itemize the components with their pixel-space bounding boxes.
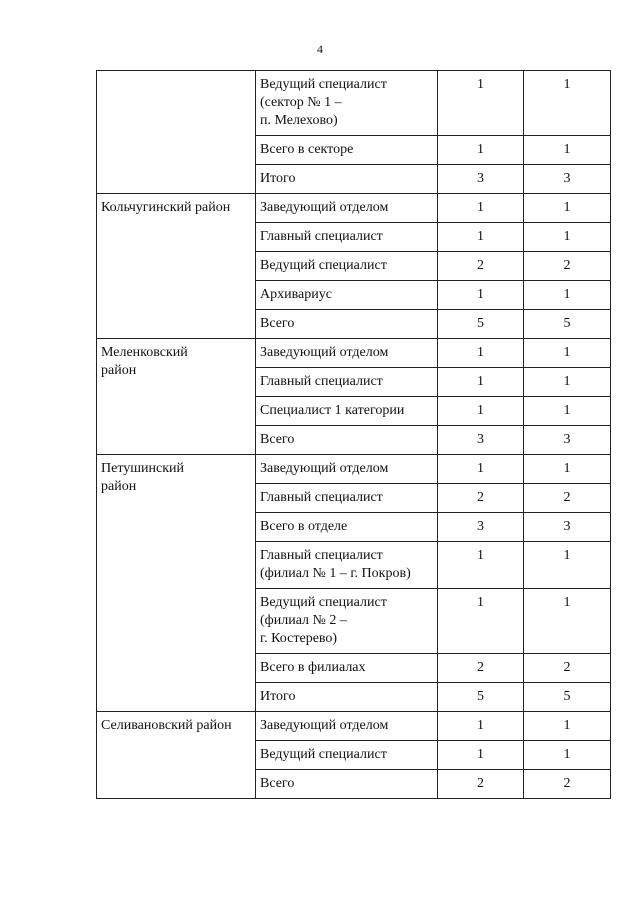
count-cell-col3: 5 bbox=[438, 683, 524, 712]
region-cell: Селивановский район bbox=[97, 712, 256, 799]
count-cell-col3: 3 bbox=[438, 513, 524, 542]
position-cell: Заведующий отделом bbox=[256, 455, 438, 484]
position-cell: Итого bbox=[256, 165, 438, 194]
position-cell: Специалист 1 категории bbox=[256, 397, 438, 426]
region-cell: Меленковский район bbox=[97, 339, 256, 455]
count-cell-col3: 1 bbox=[438, 194, 524, 223]
count-cell-col3: 1 bbox=[438, 136, 524, 165]
count-cell-col4: 1 bbox=[524, 194, 611, 223]
position-cell: Главный специалист bbox=[256, 223, 438, 252]
count-cell-col3: 3 bbox=[438, 426, 524, 455]
count-cell-col4: 1 bbox=[524, 339, 611, 368]
position-cell: Главный специалист bbox=[256, 368, 438, 397]
region-cell: Петушинский район bbox=[97, 455, 256, 712]
position-cell: Ведущий специалист bbox=[256, 252, 438, 281]
table-row bbox=[97, 712, 611, 741]
count-cell-col4: 1 bbox=[524, 741, 611, 770]
position-cell: Всего в отделе bbox=[256, 513, 438, 542]
count-cell-col3: 2 bbox=[438, 484, 524, 513]
count-cell-col3: 1 bbox=[438, 741, 524, 770]
position-cell: Архивариус bbox=[256, 281, 438, 310]
count-cell-col3: 1 bbox=[438, 455, 524, 484]
position-cell: Ведущий специалист (филиал № 2 – г. Костерево) bbox=[256, 589, 438, 654]
count-cell-col3: 1 bbox=[438, 712, 524, 741]
position-cell: Ведущий специалист (сектор № 1 – п. Мелехово) bbox=[256, 71, 438, 136]
position-cell: Ведущий специалист bbox=[256, 741, 438, 770]
position-cell: Всего в филиалах bbox=[256, 654, 438, 683]
region-cell bbox=[97, 71, 256, 194]
count-cell-col3: 1 bbox=[438, 397, 524, 426]
count-cell-col4: 1 bbox=[524, 223, 611, 252]
count-cell-col4: 1 bbox=[524, 368, 611, 397]
position-cell: Заведующий отделом bbox=[256, 339, 438, 368]
count-cell-col4: 2 bbox=[524, 252, 611, 281]
count-cell-col3: 1 bbox=[438, 223, 524, 252]
table-row bbox=[97, 339, 611, 368]
count-cell-col4: 2 bbox=[524, 484, 611, 513]
position-cell: Главный специалист bbox=[256, 484, 438, 513]
count-cell-col4: 5 bbox=[524, 683, 611, 712]
position-cell: Заведующий отделом bbox=[256, 712, 438, 741]
count-cell-col4: 1 bbox=[524, 542, 611, 589]
count-cell-col4: 1 bbox=[524, 71, 611, 136]
position-cell: Всего bbox=[256, 770, 438, 799]
count-cell-col4: 3 bbox=[524, 513, 611, 542]
table-row bbox=[97, 71, 611, 136]
position-cell: Главный специалист (филиал № 1 – г. Покров) bbox=[256, 542, 438, 589]
count-cell-col4: 3 bbox=[524, 165, 611, 194]
count-cell-col4: 1 bbox=[524, 136, 611, 165]
position-cell: Заведующий отделом bbox=[256, 194, 438, 223]
count-cell-col4: 2 bbox=[524, 654, 611, 683]
count-cell-col3: 1 bbox=[438, 368, 524, 397]
count-cell-col4: 1 bbox=[524, 455, 611, 484]
count-cell-col3: 1 bbox=[438, 542, 524, 589]
count-cell-col4: 1 bbox=[524, 397, 611, 426]
position-cell: Всего bbox=[256, 310, 438, 339]
table-row bbox=[97, 455, 611, 484]
count-cell-col3: 1 bbox=[438, 589, 524, 654]
table-row bbox=[97, 194, 611, 223]
region-cell: Кольчугинский район bbox=[97, 194, 256, 339]
staffing-table bbox=[96, 70, 611, 799]
count-cell-col4: 2 bbox=[524, 770, 611, 799]
count-cell-col4: 1 bbox=[524, 712, 611, 741]
count-cell-col3: 1 bbox=[438, 71, 524, 136]
count-cell-col4: 3 bbox=[524, 426, 611, 455]
position-cell: Итого bbox=[256, 683, 438, 712]
count-cell-col3: 2 bbox=[438, 654, 524, 683]
count-cell-col3: 2 bbox=[438, 252, 524, 281]
position-cell: Всего bbox=[256, 426, 438, 455]
count-cell-col3: 1 bbox=[438, 281, 524, 310]
count-cell-col4: 5 bbox=[524, 310, 611, 339]
count-cell-col3: 3 bbox=[438, 165, 524, 194]
count-cell-col3: 5 bbox=[438, 310, 524, 339]
page-number: 4 bbox=[317, 42, 323, 56]
count-cell-col4: 1 bbox=[524, 281, 611, 310]
count-cell-col3: 2 bbox=[438, 770, 524, 799]
position-cell: Всего в секторе bbox=[256, 136, 438, 165]
count-cell-col4: 1 bbox=[524, 589, 611, 654]
count-cell-col3: 1 bbox=[438, 339, 524, 368]
